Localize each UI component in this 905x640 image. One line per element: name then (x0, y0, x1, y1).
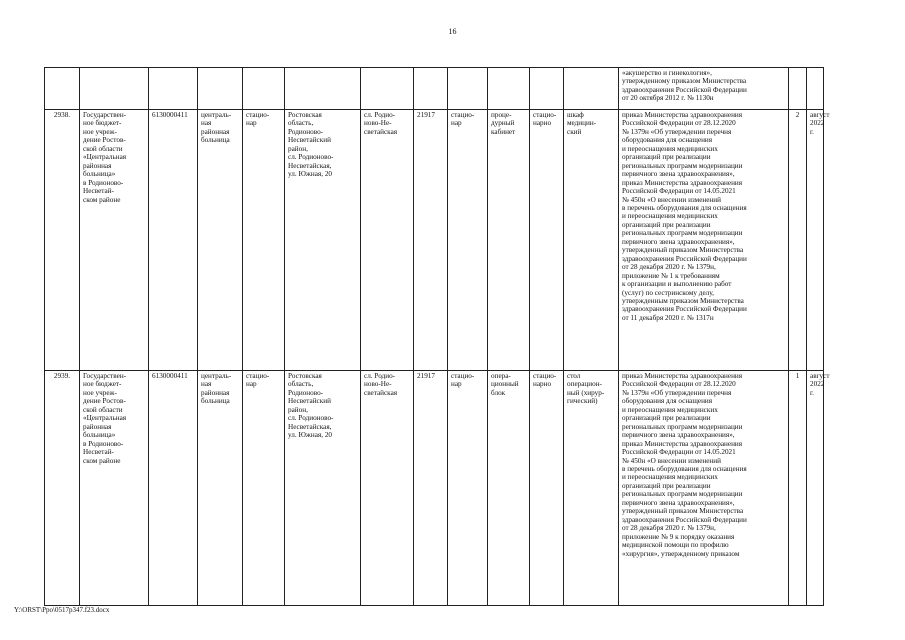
room-name (488, 68, 530, 110)
address: Ростовская область, Родионово- Несветайский район, сл. Родионово- Несветайская, ул. Южная, 20 (285, 371, 361, 606)
delivery-date: август 2022 г. (807, 371, 824, 606)
usage-condition (530, 68, 564, 110)
organization-name (80, 68, 149, 110)
table-row (45, 68, 824, 110)
footer-file-path: Y:\ORST\Ppo\0517p347.f23.docx (14, 606, 110, 614)
unit-condition (448, 68, 488, 110)
unit-condition: стацио- нар (448, 110, 488, 371)
row-number: 2938. (45, 110, 80, 371)
inn-code: 6130000411 (149, 371, 198, 606)
organization-name: Государствен- ное бюджет- ное учреж- дение Ростов- ской области «Центральная районная больница» в Родионово- Несветай- ском районе (80, 110, 149, 371)
inn-code: 6130000411 (149, 110, 198, 371)
locality-code: 21917 (414, 371, 448, 606)
locality-code: 21917 (414, 110, 448, 371)
locality: сл. Родио- ново-Не- светайская (361, 371, 414, 606)
delivery-date (807, 68, 824, 110)
organization-type: централь- ная районная больница (198, 371, 243, 606)
care-condition: стацио- нар (243, 110, 285, 371)
quantity: 2 (789, 110, 807, 371)
equipment-table (44, 67, 830, 606)
address (285, 68, 361, 110)
quantity: 1 (789, 371, 807, 606)
room-name: проце- дурный кабинет (488, 110, 530, 371)
care-condition (243, 68, 285, 110)
regulatory-document: приказ Министерства здравоохранения Российской Федерации от 28.12.2020 № 1379н «Об утверждении перечня оборудования для оснащения и переоснащения медицинских организаций при реализации региональных программ модернизации первичного звена здравоохранения», приказ Министерства здравоохранения Российской Федерации от 14.05.2021 № 450н «О внесении изменений в перечень оборудования для оснащения и переоснащения медицинских организаций при реализации региональных программ модернизации первичного звена здравоохранения», утвержденный приказом Министерства здравоохранения Российской Федерации от 28 декабря 2020 г. № 1379н, приложение № 9 к порядку оказания медицинской помощи по профилю «хирургия», утвержденному приказом (619, 371, 789, 606)
locality-code (414, 68, 448, 110)
care-condition: стацио- нар (243, 371, 285, 606)
equipment-name: стол операцион- ный (хирур- гический) (564, 371, 619, 606)
page-number: 16 (448, 27, 457, 36)
organization-name: Государствен- ное бюджет- ное учреж- дение Ростов- ской области «Центральная районная больница» в Родионово- Несветай- ском районе (80, 371, 149, 606)
usage-condition: стацио- нарно (530, 371, 564, 606)
inn-code (149, 68, 198, 110)
unit-condition: стацио- нар (448, 371, 488, 606)
row-number: 2939. (45, 371, 80, 606)
table-row (45, 371, 824, 606)
organization-type: централь- ная районная больница (198, 110, 243, 371)
equipment-name: шкаф медицин- ский (564, 110, 619, 371)
locality: сл. Родио- ново-Не- светайская (361, 110, 414, 371)
equipment-name (564, 68, 619, 110)
regulatory-document: «акушерство и гинекология», утвержденному приказом Министерства здравоохранения Российской Федерации от 20 октября 2012 г. № 1130н (619, 68, 789, 110)
regulatory-document: приказ Министерства здравоохранения Российской Федерации от 28.12.2020 № 1379н «Об утверждении перечня оборудования для оснащения и переоснащения медицинских организаций при реализации региональных программ модернизации первичного звена здравоохранения», приказ Министерства здравоохранения Российской Федерации от 14.05.2021 № 450н «О внесении изменений в перечень оборудования для оснащения и переоснащения медицинских организаций при реализации региональных программ модернизации первичного звена здравоохранения», утвержденный приказом Министерства здравоохранения Российской Федерации от 28 декабря 2020 г. № 1379н, приложение № 1 к требованиям к организации и выполнению работ (услуг) по сестринскому делу, утвержденным приказом Министерства здравоохранения Российской Федерации от 11 декабря 2020 г. № 1317н (619, 110, 789, 371)
locality (361, 68, 414, 110)
delivery-date: август 2022 г. (807, 110, 824, 371)
organization-type (198, 68, 243, 110)
row-number (45, 68, 80, 110)
quantity (789, 68, 807, 110)
usage-condition: стацио- нарно (530, 110, 564, 371)
address: Ростовская область, Родионово- Несветайский район, сл. Родионово- Несветайская, ул. Южная, 20 (285, 110, 361, 371)
table-row (45, 110, 824, 371)
room-name: опера- ционный блок (488, 371, 530, 606)
